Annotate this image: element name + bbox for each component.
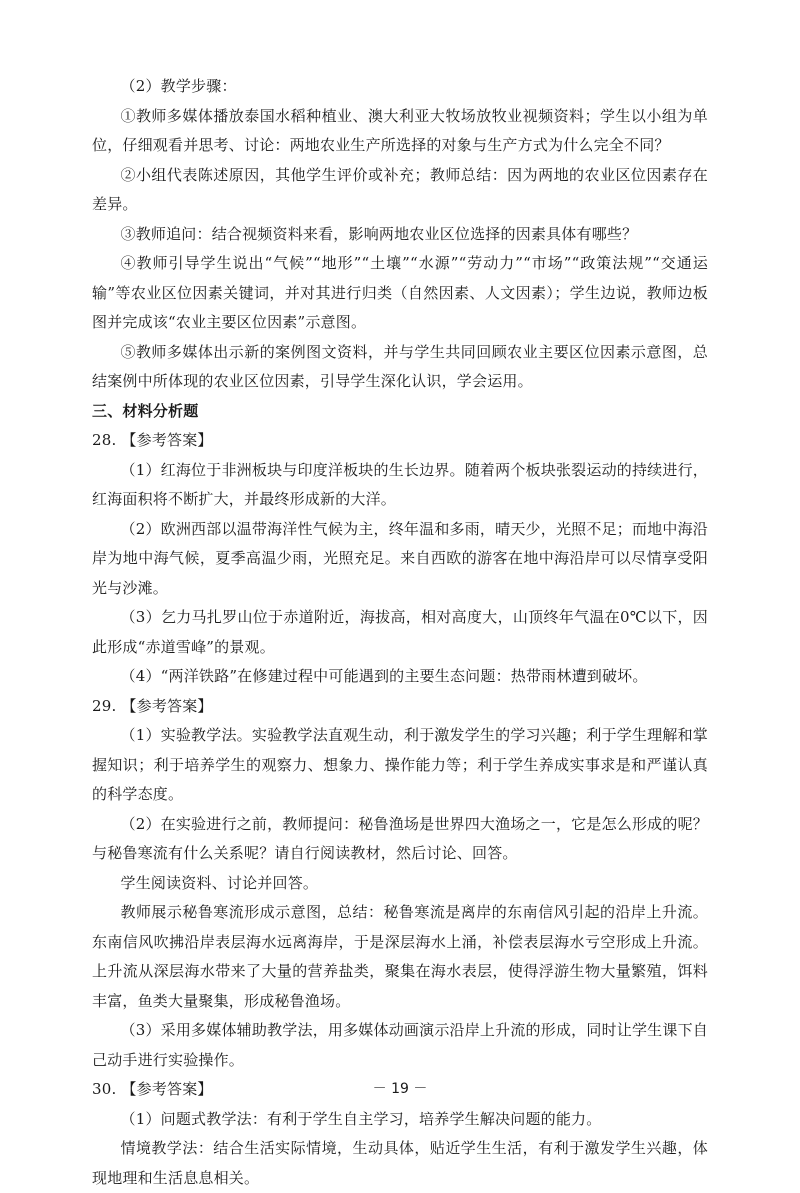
page-number: － 19 － <box>372 1081 428 1097</box>
paragraph: 28. 【参考答案】 <box>92 431 213 449</box>
paragraph: （3）乞力马扎罗山位于赤道附近，海拔高，相对高度大，山顶终年气温在0℃以下，因此形成“赤道雪峰”的景观。 <box>92 608 708 656</box>
paragraph: （1）红海位于非洲板块与印度洋板块的生长边界。随着两个板块张裂运动的持续进行，红海面积将不断扩大，并最终形成新的大洋。 <box>92 460 708 508</box>
paragraph: ④教师引导学生说出“气候”“地形”“土壤”“水源”“劳动力”“市场”“政策法规”“交通运输”等农业区位因素关键词，并对其进行归类（自然因素、人文因素）；学生边说，教师边板图并完成该“农业主要区位因素”示意图。 <box>92 254 708 331</box>
paragraph: 学生阅读资料、讨论并回答。 <box>120 873 319 892</box>
paragraph: （2）在实验进行之前，教师提问：秘鲁渔场是世界四大渔场之一，它是怎么形成的呢？与秘鲁寒流有什么关系呢？请自行阅读教材，然后讨论、回答。 <box>92 814 708 862</box>
paragraph: （2）欧洲西部以温带海洋性气候为主，终年温和多雨，晴天少，光照不足；而地中海沿岸为地中海气候，夏季高温少雨，光照充足。来自西欧的游客在地中海沿岸可以尽情享受阳光与沙滩。 <box>92 519 708 597</box>
paragraph: （1）实验教学法。实验教学法直观生动，利于激发学生的学习兴趣；利于学生理解和掌握知识；利于培养学生的观察力、想象力、操作能力等；利于学生养成实事求是和严谨认真的科学态度。 <box>92 726 708 803</box>
paragraph: ⑤教师多媒体出示新的案例图文资料，并与学生共同回顾农业主要区位因素示意图，总结案例中所体现的农业区位因素，引导学生深化认识，学会运用。 <box>92 342 708 390</box>
paragraph: 29. 【参考答案】 <box>92 696 213 715</box>
paragraph: ②小组代表陈述原因，其他学生评价或补充；教师总结：因为两地的农业区位因素存在差异。 <box>92 165 708 213</box>
paragraph: （3）采用多媒体辅助教学法，用多媒体动画演示沿岸上升流的形成，同时让学生课下自己动手进行实验操作。 <box>92 1021 708 1069</box>
paragraph: ①教师多媒体播放泰国水稻种植业、澳大利亚大牧场放牧业视频资料；学生以小组为单位，仔细观看并思考、讨论：两地农业生产所选择的对象与生产方式为什么完全不同？ <box>92 106 708 154</box>
paragraph: 教师展示秘鲁寒流形成示意图，总结：秘鲁寒流是离岸的东南信风引起的沿岸上升流。东南信风吹拂沿岸表层海水远离海岸，于是深层海水上涌，补偿表层海水亏空形成上升流。上升流从深层海水带来了大量的营养盐类，聚集在海水表层，使得浮游生物大量繁殖，饵料丰富，鱼类大量聚集，形成秘鲁渔场。 <box>92 903 708 1010</box>
paragraph: ③教师追问：结合视频资料来看，影响两地农业区位选择的因素具体有哪些？ <box>120 224 638 243</box>
paragraph: （1）问题式教学法：有利于学生自主学习，培养学生解决问题的能力。 <box>120 1109 602 1128</box>
section-heading: 三、材料分析题 <box>92 401 199 420</box>
document-body <box>92 72 708 1193</box>
paragraph: （2）教学步骤： <box>120 77 237 95</box>
paragraph: （4）“两洋铁路”在修建过程中可能遇到的主要生态问题：热带雨林遭到破坏。 <box>120 667 648 685</box>
paragraph: 情境教学法：结合生活实际情境，生动具体，贴近学生生活，有利于激发学生兴趣，体现地理和生活息息相关。 <box>92 1139 708 1187</box>
paragraph: 30. 【参考答案】 <box>92 1080 213 1098</box>
